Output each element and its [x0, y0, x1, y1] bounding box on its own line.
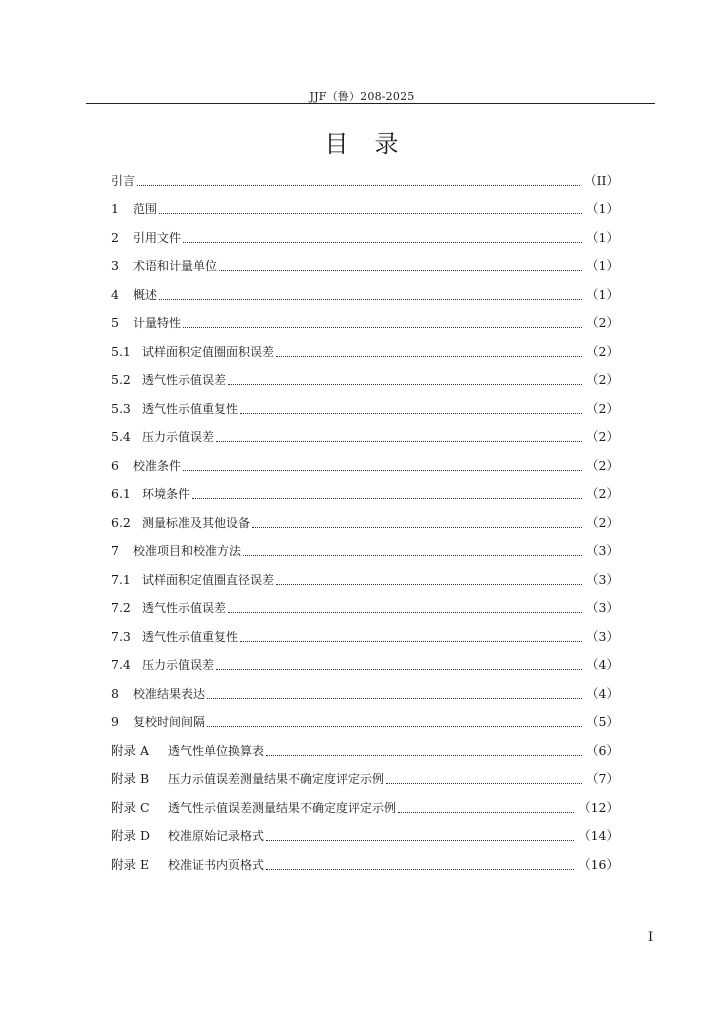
toc-entry-number: 4: [111, 286, 119, 302]
toc-dot-leader: [243, 555, 582, 556]
toc-entry-page: （1）: [586, 258, 619, 273]
toc-entry[interactable]: [111, 730, 619, 759]
toc-entry-label: 校准原始记录格式: [168, 829, 265, 843]
toc-entry[interactable]: [111, 217, 619, 246]
toc-entry-number: 6.2: [111, 514, 131, 530]
toc-entry[interactable]: [111, 417, 619, 446]
toc-entry-label: 测量标准及其他设备: [142, 515, 251, 530]
toc-dot-leader: [228, 384, 582, 385]
toc-entry-label: 校准项目和校准方法: [133, 544, 242, 558]
toc-dot-leader: [216, 669, 582, 670]
toc-entry-number: 6.1: [111, 486, 131, 501]
toc-entry[interactable]: [111, 502, 619, 531]
toc-dot-leader: [159, 299, 582, 300]
toc-entry-label: 透气性示值误差: [142, 373, 227, 387]
toc-entry-label: 透气性示值误差: [142, 601, 227, 615]
table-of-contents: [111, 160, 619, 873]
toc-entry[interactable]: [111, 844, 619, 873]
toc-entry-label: 透气性示值重复性: [142, 401, 239, 416]
toc-dot-leader: [207, 726, 582, 727]
toc-entry-number: 1: [111, 201, 119, 216]
toc-entry-page: （3）: [586, 543, 619, 558]
toc-entry[interactable]: [111, 246, 619, 275]
page-number: I: [648, 930, 654, 945]
toc-entry-page: （1）: [586, 286, 619, 302]
toc-dot-leader: [266, 755, 582, 756]
toc-entry-number: 5.2: [111, 372, 131, 387]
toc-entry-page: （2）: [586, 429, 619, 444]
toc-entry-number: 7.2: [111, 600, 131, 615]
toc-entry-label: 引用文件: [133, 230, 182, 245]
toc-entry-page: （3）: [586, 600, 619, 615]
toc-entry[interactable]: [111, 331, 619, 360]
toc-dot-leader: [216, 441, 582, 442]
toc-entry-number: 附录 C: [111, 799, 150, 815]
toc-entry-page: （2）: [586, 372, 619, 387]
toc-entry-page: （14）: [578, 828, 619, 843]
toc-dot-leader: [386, 783, 582, 784]
toc-entry-page: （12）: [578, 799, 619, 815]
document-code-header: JJF（鲁）208-2025: [309, 90, 415, 103]
toc-entry-page: （2）: [586, 343, 619, 359]
toc-entry[interactable]: [111, 759, 619, 788]
toc-entry[interactable]: [111, 445, 619, 474]
toc-entry-label: 压力示值误差测量结果不确定度评定示例: [168, 772, 385, 786]
toc-entry-page: （3）: [586, 571, 619, 587]
toc-entry-number: 附录 D: [111, 828, 150, 843]
toc-entry-page: （2）: [586, 457, 619, 473]
toc-entry-page: （2）: [586, 315, 619, 330]
toc-dot-leader: [398, 812, 574, 813]
toc-entry-label: 试样面积定值圈直径误差: [142, 572, 275, 587]
toc-dot-leader: [266, 869, 574, 870]
toc-entry-number: 5.1: [111, 343, 131, 359]
toc-entry[interactable]: [111, 531, 619, 560]
toc-entry-number: 附录 B: [111, 771, 150, 786]
toc-dot-leader: [252, 527, 582, 528]
toc-entry-page: （2）: [586, 514, 619, 530]
toc-entry-number: 5.4: [111, 429, 131, 444]
toc-entry[interactable]: [111, 388, 619, 417]
toc-entry-page: （7）: [586, 771, 619, 786]
header-divider: [86, 103, 655, 104]
toc-entry[interactable]: [111, 360, 619, 389]
toc-entry-page: （4）: [586, 657, 619, 672]
toc-dot-leader: [207, 698, 582, 699]
toc-dot-leader: [276, 584, 582, 585]
toc-dot-leader: [183, 242, 582, 243]
toc-entry[interactable]: [111, 303, 619, 332]
toc-dot-leader: [240, 641, 582, 642]
toc-entry-label: 压力示值误差: [142, 658, 215, 672]
toc-dot-leader: [219, 270, 582, 271]
toc-entry[interactable]: [111, 160, 619, 189]
toc-entry-page: （1）: [586, 201, 619, 216]
toc-entry-number: 5.3: [111, 400, 131, 416]
toc-entry-page: （1）: [586, 229, 619, 245]
toc-entry[interactable]: [111, 645, 619, 674]
toc-entry-label: 试样面积定值圈面积误差: [142, 344, 275, 359]
toc-entry-page: （5）: [586, 714, 619, 729]
toc-entry-label: 环境条件: [142, 487, 191, 501]
toc-entry-label: 引言: [111, 173, 136, 188]
toc-entry-label: 压力示值误差: [142, 430, 215, 444]
toc-entry[interactable]: [111, 588, 619, 617]
toc-dot-leader: [159, 213, 582, 214]
toc-entry-page: （4）: [586, 685, 619, 701]
toc-dot-leader: [276, 356, 582, 357]
toc-entry-page: （II）: [584, 172, 619, 188]
toc-entry-label: 计量特性: [133, 316, 182, 330]
toc-dot-leader: [183, 470, 582, 471]
toc-entry[interactable]: [111, 787, 619, 816]
toc-entry-label: 校准条件: [133, 458, 182, 473]
toc-entry-label: 透气性单位换算表: [168, 743, 265, 758]
toc-entry[interactable]: [111, 189, 619, 218]
toc-entry-number: 5: [111, 315, 119, 330]
toc-entry-page: （2）: [586, 400, 619, 416]
toc-entry[interactable]: [111, 616, 619, 645]
toc-dot-leader: [240, 413, 582, 414]
toc-entry-number: 7.1: [111, 571, 131, 587]
toc-dot-leader: [192, 498, 582, 499]
toc-entry-label: 复校时间间隔: [133, 715, 206, 729]
toc-entry-number: 2: [111, 229, 119, 245]
toc-entry-label: 术语和计量单位: [133, 259, 218, 273]
toc-entry[interactable]: [111, 816, 619, 845]
toc-entry-label: 透气性示值重复性: [142, 629, 239, 644]
toc-dot-leader: [266, 840, 574, 841]
toc-entry-label: 范围: [133, 202, 158, 216]
toc-entry[interactable]: [111, 274, 619, 303]
toc-entry-page: （6）: [586, 742, 619, 758]
toc-dot-leader: [137, 185, 580, 186]
toc-entry[interactable]: [111, 673, 619, 702]
toc-entry[interactable]: [111, 474, 619, 503]
toc-entry-label: 校准结果表达: [133, 686, 206, 701]
toc-entry-number: 8: [111, 685, 119, 701]
toc-entry-label: 透气性示值误差测量结果不确定度评定示例: [168, 800, 397, 815]
toc-entry[interactable]: [111, 559, 619, 588]
toc-entry-number: 附录 E: [111, 856, 150, 872]
toc-entry-number: 6: [111, 457, 119, 473]
page-title: 目 录: [324, 130, 400, 158]
toc-entry-label: 概述: [133, 287, 158, 302]
toc-entry-number: 7.3: [111, 628, 131, 644]
toc-entry[interactable]: [111, 702, 619, 731]
toc-entry-page: （3）: [586, 628, 619, 644]
toc-entry-page: （16）: [578, 856, 619, 872]
toc-entry-number: 7: [111, 543, 119, 558]
toc-entry-number: 附录 A: [111, 742, 150, 758]
toc-entry-number: 9: [111, 714, 119, 729]
toc-entry-label: 校准证书内页格式: [168, 857, 265, 872]
toc-entry-page: （2）: [586, 486, 619, 501]
toc-entry-number: 7.4: [111, 657, 131, 672]
toc-entry-number: 3: [111, 258, 119, 273]
toc-dot-leader: [183, 327, 582, 328]
toc-dot-leader: [228, 612, 582, 613]
